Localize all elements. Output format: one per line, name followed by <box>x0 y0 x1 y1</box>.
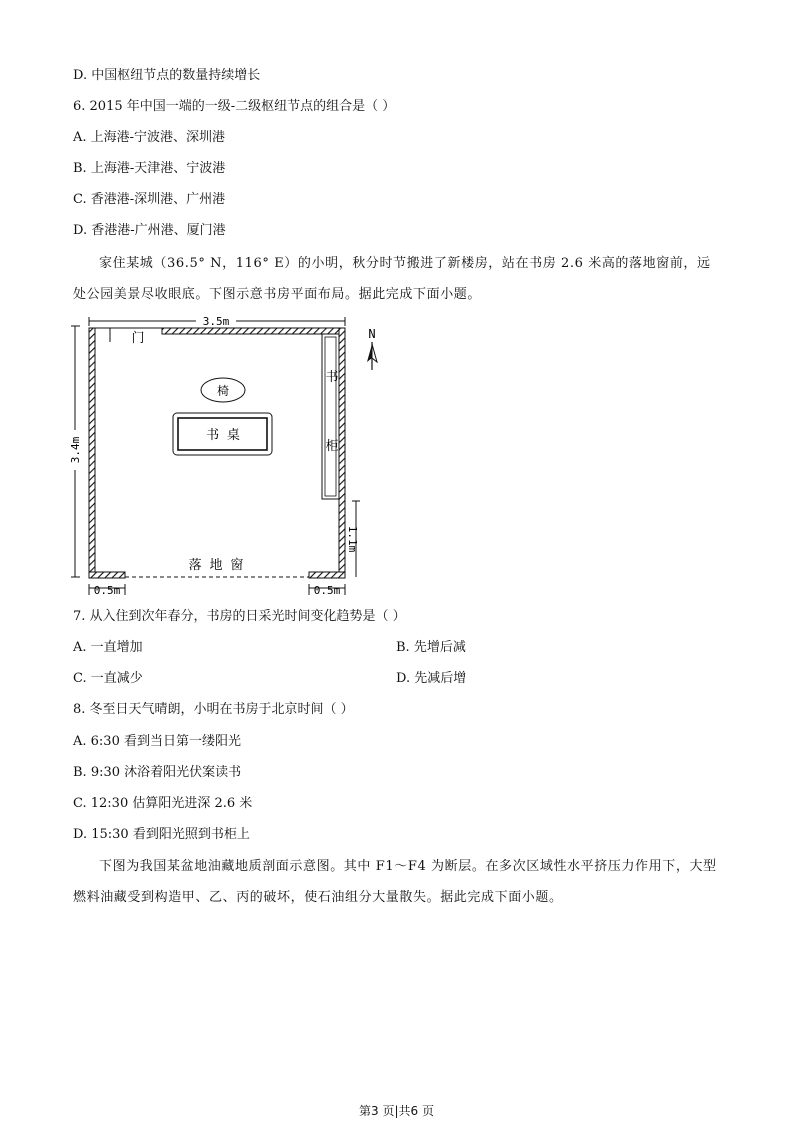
q8-option-d: D. 15:30 看到阳光照到书柜上 <box>73 827 250 842</box>
left-corner-label: 0.5m <box>93 584 121 597</box>
q6-stem: 6. 2015 年中国一端的一级-二级枢纽节点的组合是（ ） <box>73 99 396 114</box>
q6-option-a: A. 上海港-宁波港、深圳港 <box>73 130 226 145</box>
q5-option-d: D. 中国枢纽节点的数量持续增长 <box>73 68 261 83</box>
q6-option-c: C. 香港港-深圳港、广州港 <box>73 192 226 207</box>
chair-label: 椅 <box>216 384 230 398</box>
bookcase-label-2: 柜 <box>325 439 339 454</box>
q6-option-d: D. 香港港-广州港、厦门港 <box>73 223 226 238</box>
width-dimension <box>89 315 345 328</box>
page-footer: 第3 页|共6 页 <box>359 1104 434 1118</box>
desk-label: 书 桌 <box>206 428 240 443</box>
door-label: 门 <box>131 331 145 346</box>
oil-intro-paragraph: 下图为我国某盆地油藏地质剖面示意图。其中 F1～F4 为断层。在多次区域性水平挤压力作用下，大型燃料油藏受到构造甲、乙、丙的破坏，使石油组分大量散失。据此完成下面小题。 <box>73 859 717 905</box>
right-corner-label: 0.5m <box>313 584 341 597</box>
north-arrow-icon <box>367 327 377 370</box>
left-corner-dimension <box>89 584 125 597</box>
q8-option-c: C. 12:30 估算阳光进深 2.6 米 <box>73 796 253 811</box>
right-gap-dimension <box>346 501 360 577</box>
q7-option-d: D. 先减后增 <box>396 671 467 686</box>
bookcase <box>322 334 339 499</box>
height-dimension <box>69 326 82 577</box>
study-intro-paragraph: 家住某城（36.5° N，116° E）的小明，秋分时节搬进了新楼房，站在书房 2.6 米高的落地窗前，远处公园美景尽收眼底。下图示意书房平面布局。据此完成下面小题。 <box>73 256 711 302</box>
right-gap-label: 1.1m <box>346 525 359 553</box>
q6-option-b: B. 上海港-天津港、宁波港 <box>73 161 226 176</box>
southeast-wall <box>309 572 345 578</box>
q7-option-a: A. 一直增加 <box>73 640 143 655</box>
q8-stem: 8. 冬至日天气晴朗，小明在书房于北京时间（ ） <box>73 702 354 717</box>
q8-option-b: B. 9:30 沐浴着阳光伏案读书 <box>73 765 242 780</box>
q7-option-b: B. 先增后减 <box>396 640 466 655</box>
bookcase-label-1: 书 <box>325 370 339 385</box>
right-corner-dimension <box>309 584 345 597</box>
q7-stem: 7. 从入住到次年春分，书房的日采光时间变化趋势是（ ） <box>73 609 406 624</box>
west-wall <box>89 328 95 577</box>
north-wall <box>162 328 345 334</box>
window-label: 落 地 窗 <box>188 558 244 573</box>
southwest-wall <box>89 572 125 578</box>
east-wall <box>339 328 345 577</box>
study-floor-plan <box>66 312 386 612</box>
height-label: 3.4m <box>69 436 82 464</box>
north-label: N <box>368 327 376 341</box>
q8-option-a: A. 6:30 看到当日第一缕阳光 <box>73 734 241 749</box>
q7-option-c: C. 一直减少 <box>73 671 143 686</box>
width-label: 3.5m <box>202 315 230 328</box>
